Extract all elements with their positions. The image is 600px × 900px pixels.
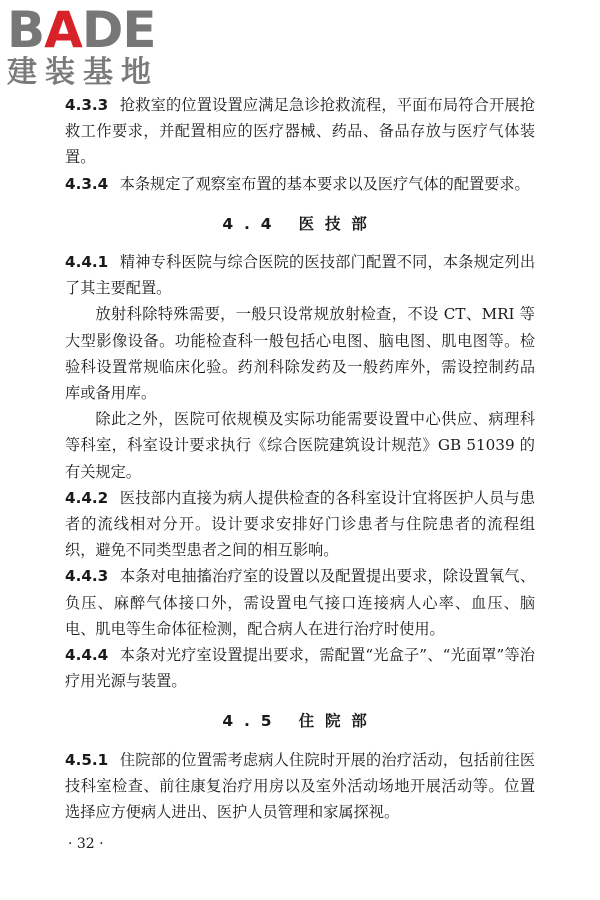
document-body (65, 92, 535, 825)
clause-text: 医技部内直接为病人提供检查的各科室设计宜将医护人员与患者的流线相对分开。设计要求安排好门诊患者与住院患者的流程组织，避免不同类型患者之间的相互影响。 (65, 488, 535, 560)
clause-4-4-4 (65, 642, 535, 694)
clause-4-5-1 (65, 747, 535, 826)
clause-text: 住院部的位置需考虑病人住院时开展的治疗活动，包括前往医技科室检查、前往康复治疗用房以及室外活动场地开展活动等。位置选择应方便病人进出、医护人员管理和家属探视。 (65, 750, 535, 822)
clause-4-4-3 (65, 563, 535, 642)
clause-4-4-1 (65, 249, 535, 301)
clause-4-3-4 (65, 171, 535, 197)
clause-number: 4.3.3 (65, 96, 109, 114)
clause-number: 4.4.3 (65, 567, 109, 586)
clause-text: 本条规定了观察室布置的基本要求以及医疗气体的配置要求。 (119, 174, 530, 193)
clause-text: 精神专科医院与综合医院的医技部门配置不同，本条规定列出了其主要配置。 (65, 253, 535, 298)
section-heading-4-5: 4.5 住院部 (222, 712, 378, 731)
clause-text: 本条对电抽搐治疗室的设置以及配置提出要求，除设置氧气、负压、麻醉气体接口外，需设置电气接口连接病人心率、血压、脑电、肌电等生命体征检测，配合病人在进行治疗时使用。 (65, 567, 535, 638)
clause-4-3-3 (65, 92, 535, 171)
logo-wordmark: BADE (7, 1, 156, 59)
bade-logo (7, 1, 177, 90)
paragraph-radiology: 放射科除特殊需要，一般只设常规放射检查，不设 CT、MRI 等大型影像设备。功能检查科一般包括心电图、脑电图、肌电图等。检验科设置常规临床化验。药剂科除发药及一般药库外，需设控制药品库或备用库。 (65, 305, 535, 403)
paragraph-other-departments: 除此之外，医院可依规模及实际功能需要设置中心供应、病理科等科室，科室设计要求执行《综合医院建筑设计规范》GB 51039 的有关规定。 (65, 410, 535, 481)
section-heading-4-4: 4.4 医技部 (222, 214, 378, 233)
clause-number: 4.5.1 (65, 750, 109, 769)
clause-4-4-2 (65, 485, 535, 564)
clause-text: 抢救室的位置设置应满足急诊抢救流程，平面布局符合开展抢救工作要求，并配置相应的医疗器械、药品、备品存放与医疗气体装置。 (65, 96, 535, 167)
clause-text: 本条对光疗室设置提出要求，需配置“光盒子”、“光面罩”等治疗用光源与装置。 (65, 646, 535, 691)
clause-number: 4.3.4 (65, 174, 109, 193)
clause-number: 4.4.1 (65, 253, 109, 272)
page-number: · 32 · (68, 836, 104, 852)
clause-number: 4.4.4 (65, 646, 109, 665)
clause-number: 4.4.2 (65, 488, 109, 507)
logo-chinese-text: 建装基地 (7, 55, 159, 90)
